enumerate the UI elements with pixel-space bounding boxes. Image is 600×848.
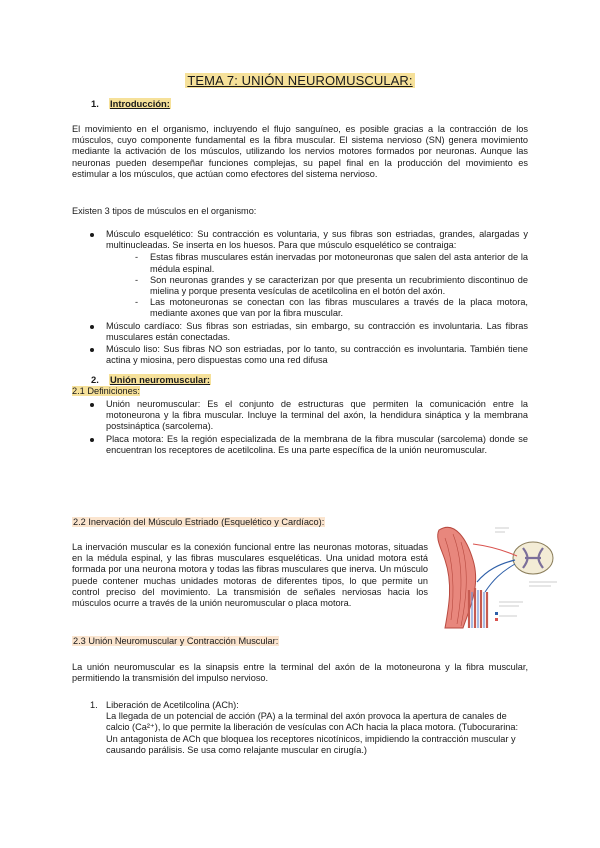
list-item: Músculo esquelético: Su contracción es voluntaria, y sus fibras son estriadas, grandes, alargadas y multinucleadas. Se inserta en los huesos. Para que músculo esquelético se contraiga: - Estas fibras musculares están inervadas por motoneuronas que salen del asta anterior de la médula espinal. - Son neuronas grandes y se caracterizan por que presenta un recubrimiento discontinuo de mielina y porque presenta vesículas de acetilcolina en el botón del axón. - Las motoneuronas se conectan con las fibras musculares a través de la placa motora, mediante axones que van por la fibra muscular. bbox=[88, 229, 528, 320]
muscle-spinal-cord-drawing bbox=[433, 520, 569, 632]
list-item: - Las motoneuronas se conectan con las fibras musculares a través de la placa motora, mediante axones que van por la fibra muscular. bbox=[132, 297, 528, 319]
page-title: TEMA 7: UNIÓN NEUROMUSCULAR: bbox=[187, 73, 413, 88]
neuromuscular-illustration bbox=[433, 520, 569, 632]
subsection-2-1-heading: 2.1 Definiciones: bbox=[72, 386, 140, 396]
list-item: Unión neuromuscular: Es el conjunto de estructuras que permiten la comunicación entre la motoneurona y la fibra muscular. Incluye la terminal del axón, la hendidura sináptica y la membrana postsináptica (sarcolema). bbox=[88, 399, 528, 433]
muscle-types-intro: Existen 3 tipos de músculos en el organismo: bbox=[72, 206, 257, 216]
section-1-heading: 1. Introducción: bbox=[91, 98, 170, 109]
list-item: - Son neuronas grandes y se caracterizan por que presenta un recubrimiento discontinuo de mielina y porque presenta vesículas de acetilcolina en el botón del axón. bbox=[132, 275, 528, 297]
subsection-2-3-heading: 2.3 Unión Neuromuscular y Contracción Muscular: bbox=[73, 636, 279, 646]
list-item: Músculo cardíaco: Sus fibras son estriadas, sin embargo, su contracción es involuntaria. Las fibras musculares están conectadas. bbox=[88, 321, 528, 343]
list-item: - Estas fibras musculares están inervadas por motoneuronas que salen del asta anterior de la médula espinal. bbox=[132, 252, 528, 274]
subsection-2-2-heading: 2.2 Inervación del Músculo Estriado (Esquelético y Cardíaco): bbox=[73, 517, 325, 527]
definitions-list bbox=[88, 399, 528, 456]
list-item: Músculo liso: Sus fibras NO son estriadas, por lo tanto, su contracción es involuntaria. También tiene actina y miosina, pero dispuestas como una red difusa bbox=[88, 344, 528, 366]
intro-paragraph: El movimiento en el organismo, incluyendo el flujo sanguíneo, es posible gracias a la contracción de los músculos, cuyo componente fundamental es la fibra muscular. El sistema nervioso (SN) genera movimiento mediante la activación de los músculos, utilizando los nervios motores formados por neuronas. Aunque las neuronas pueden desempeñar funciones complejas, su papel final en la producción del movimiento es estimular a los músculos, que actúan como efectores del sistema nervioso. bbox=[72, 124, 528, 179]
list-item: Placa motora: Es la región especializada de la membrana de la fibra muscular (sarcolema) donde se encuentran los receptores de acetilcolina. Es una parte específica de la unión neuromuscular. bbox=[88, 434, 528, 456]
step-body: La llegada de un potencial de acción (PA) a la terminal del axón provoca la apertura de canales de calcio (Ca²⁺), lo que permite la liberación de vesículas con ACh hacia la placa motora. (Tubocurarina: Un antagonista de ACh que bloquea los receptores nicotínicos, impidiendo la contracción muscular y causando parálisis. Se usa como relajante muscular en cirugía.) bbox=[106, 711, 519, 755]
nmj-paragraph: La unión neuromuscular es la sinapsis entre la terminal del axón de la motoneurona y la fibra muscular, permitiendo la transmisión del impulso nervioso. bbox=[72, 662, 528, 684]
step-1 bbox=[90, 700, 528, 756]
innervation-paragraph: La inervación muscular es la conexión funcional entre las neuronas motoras, situadas en la médula espinal, y las fibras musculares esqueléticas. Una unidad motora está formada por una neurona motora y todas las fibras musculares que inerva. Un músculo puede contener muchas unidades motoras de diferentes tipos, lo que permite un control preciso del movimiento. La transmisión de señales nerviosas hacia los músculos ocurre a través de la unión neuromuscular o placa motora. bbox=[72, 542, 428, 609]
section-2-heading: 2. Unión neuromuscular: bbox=[91, 374, 211, 385]
step-title: Liberación de Acetilcolina (ACh): bbox=[106, 700, 239, 710]
skeletal-subitems-list bbox=[132, 252, 528, 319]
muscle-types-list bbox=[88, 229, 528, 366]
step-number: 1. bbox=[90, 700, 98, 710]
